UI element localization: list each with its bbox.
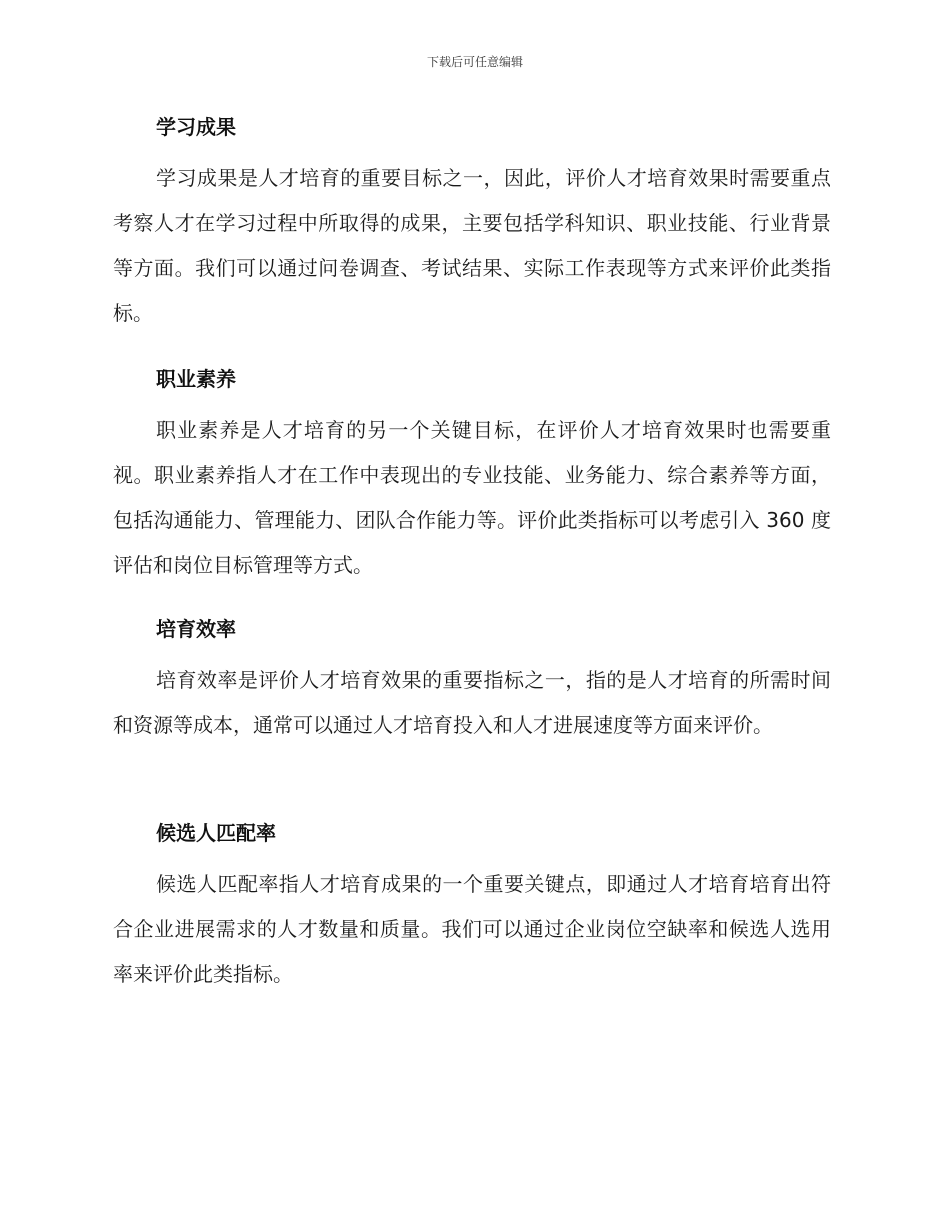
section-heading: 培育效率 [156, 617, 236, 641]
section-professional-quality [113, 362, 831, 594]
section-heading: 候选人匹配率 [156, 821, 276, 845]
section-heading: 职业素养 [156, 367, 236, 391]
section-candidate-match-rate [113, 816, 831, 1003]
section-paragraph: 学习成果是人才培育的重要目标之一，因此，评价人才培育效果时需要重点考察人才在学习过程中所取得的成果，主要包括学科知识、职业技能、行业背景等方面。我们可以通过问卷调查、考试结果、实际工作表现等方式来评价此类指标。 [113, 166, 831, 325]
header-note: 下载后可任意编辑 [426, 55, 523, 69]
section-heading: 学习成果 [156, 115, 236, 139]
section-paragraph: 培育效率是评价人才培育效果的重要指标之一，指的是人才培育的所需时间和资源等成本，通常可以通过人才培育投入和人才进展速度等方面来评价。 [113, 668, 831, 737]
section-paragraph: 候选人匹配率指人才培育成果的一个重要关键点，即通过人才培育培育出符合企业进展需求的人才数量和质量。我们可以通过企业岗位空缺率和候选人选用率来评价此类指标。 [113, 872, 831, 986]
section-paragraph: 职业素养是人才培育的另一个关键目标，在评价人才培育效果时也需要重视。职业素养指人才在工作中表现出的专业技能、业务能力、综合素养等方面，包括沟通能力、管理能力、团队合作能力等。评价此类指标可以考虑引入 360 度评估和岗位目标管理等方式。 [113, 418, 831, 577]
section-learning-outcomes [113, 110, 831, 342]
section-training-efficiency [113, 612, 831, 754]
